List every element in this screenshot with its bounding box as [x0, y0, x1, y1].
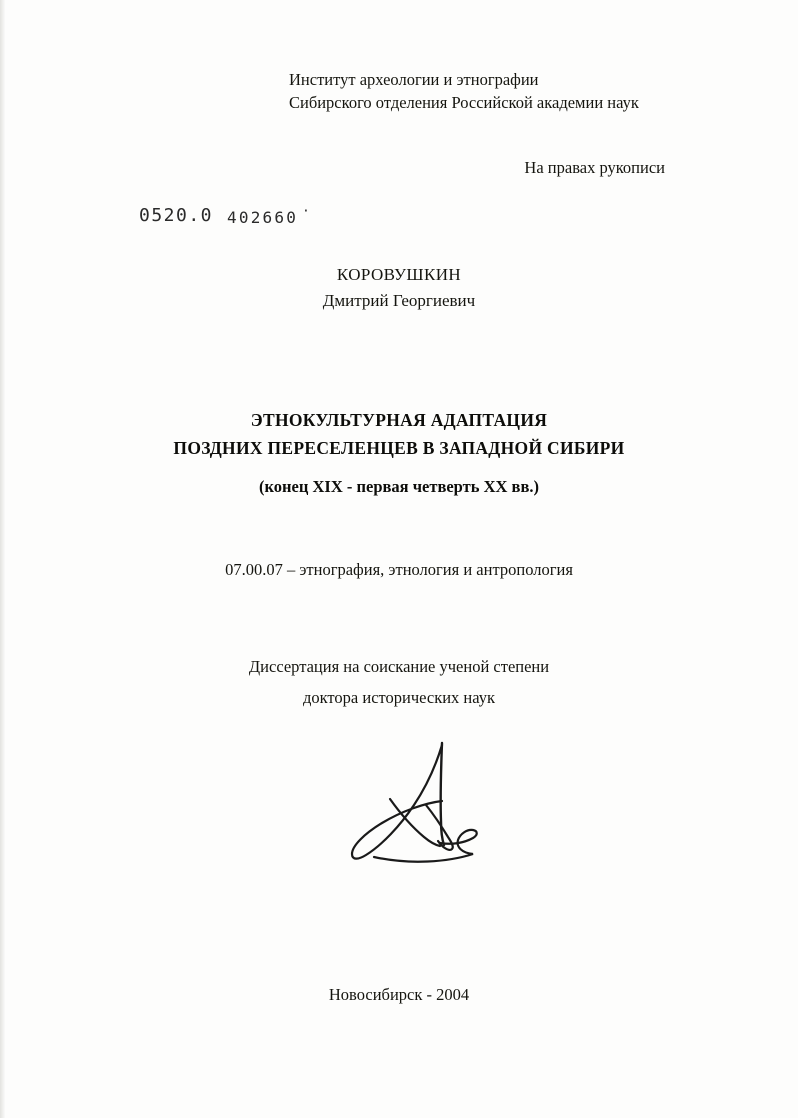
title-line-1: ЭТНОКУЛЬТУРНАЯ АДАПТАЦИЯ — [250, 410, 548, 430]
degree-line-1: Диссертация на соискание ученой степени — [248, 657, 550, 676]
library-stamp-number: 0520.0 — [139, 205, 214, 226]
institution-block — [289, 68, 719, 115]
manuscript-note: На правах рукописи — [524, 158, 665, 177]
city-and-year: Новосибирск - 2004 — [328, 985, 470, 1004]
dissertation-title — [0, 406, 798, 497]
author-block — [0, 262, 798, 313]
library-stamp-dot: · — [302, 204, 312, 219]
degree-block — [0, 652, 798, 713]
speciality-code: 07.00.07 – этнография, этнология и антропология — [225, 560, 573, 579]
title-line-3: (конец XIX - первая четверть XX вв.) — [259, 476, 539, 496]
library-stamp-code: 402660 — [227, 208, 299, 227]
institution-line-2: Сибирского отделения Российской академии наук — [289, 93, 639, 113]
handwritten-signature — [330, 735, 530, 885]
library-stamp — [139, 205, 311, 226]
page-edge-shadow — [0, 0, 6, 1118]
title-line-2: ПОЗДНИХ ПЕРЕСЕЛЕНЦЕВ В ЗАПАДНОЙ СИБИРИ — [173, 438, 625, 459]
author-given-name: Дмитрий Георгиевич — [322, 290, 476, 310]
signature-icon — [330, 735, 530, 885]
institution-line-1: Институт археологии и этнографии — [289, 70, 539, 89]
author-surname: КОРОВУШКИН — [336, 265, 462, 284]
degree-line-2: доктора исторических наук — [302, 687, 496, 707]
